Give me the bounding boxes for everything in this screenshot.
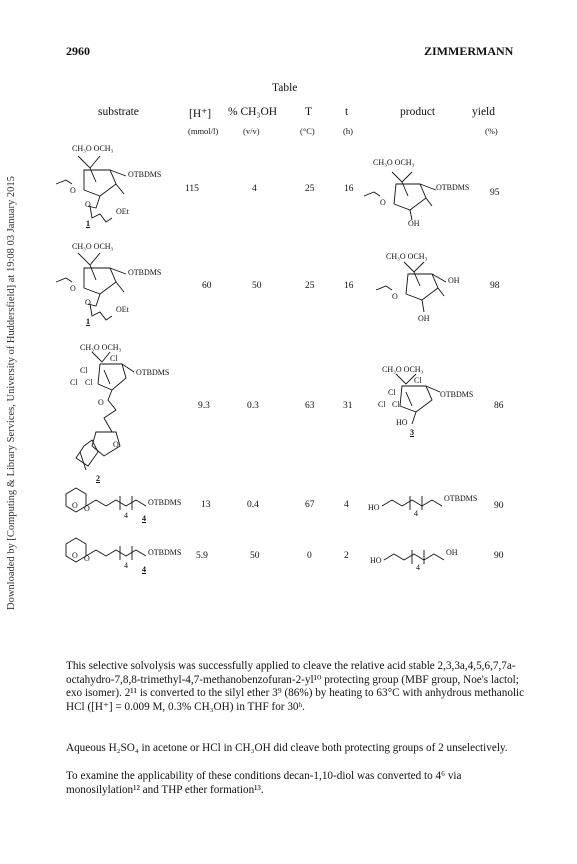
product-1-structure: [364, 172, 436, 220]
product-1-otbdms-label: OTBDMS: [436, 183, 470, 192]
product-2-oh2-label: OH: [418, 314, 430, 323]
substrate-2-methoxy-label: CH₃O OCH₃: [72, 242, 114, 251]
substrate-2-o-label: O: [70, 284, 76, 293]
product-5-structure: [384, 550, 444, 564]
page-number: 2960: [66, 44, 90, 58]
substrate-5-structure: [66, 538, 146, 562]
product-5-chain-subscript: 4: [416, 563, 420, 572]
cell-yield: 98: [490, 281, 500, 291]
cell-acid: 5.9: [196, 551, 208, 561]
substrate-5-ether-o-label: O: [84, 554, 90, 563]
cell-yield: 90: [494, 551, 504, 561]
cell-acid: 60: [202, 281, 212, 291]
substrate-4-otbdms-label: OTBDMS: [148, 498, 182, 507]
substrate-2-oet-label: OEt: [116, 305, 129, 314]
cell-methanol: 50: [252, 281, 262, 291]
product-4-structure: [382, 496, 442, 510]
cell-temp: 0: [307, 551, 312, 561]
substrate-1-methoxy-label: CH₃O OCH₃: [72, 144, 114, 153]
substrate-1-compound-number: 1: [86, 219, 90, 228]
product-4-ho-label: HO: [368, 503, 380, 512]
product-3-otbdms-label: OTBDMS: [440, 390, 474, 399]
substrate-3-otbdms-label: OTBDMS: [136, 368, 170, 377]
substrate-4-compound-number: 4: [142, 514, 146, 523]
col-yield: yield: [472, 106, 495, 118]
unit-time: (h): [343, 126, 353, 136]
substrate-5-compound-number: 4: [142, 565, 146, 574]
substrate-2-compound-number: 1: [86, 317, 90, 326]
col-time: t: [345, 106, 349, 118]
cell-methanol: 4: [252, 184, 257, 194]
cell-acid: 13: [201, 500, 211, 510]
product-3-ho-label: HO: [396, 418, 408, 427]
cell-methanol: 0.4: [247, 500, 259, 510]
product-1-methoxy-label: CH₃O OCH₃: [373, 158, 415, 167]
cell-time: 16: [344, 281, 354, 291]
cell-time: 31: [343, 401, 353, 411]
cell-methanol: 0.3: [247, 401, 259, 411]
product-2-methoxy-label: CH₃O OCH₃: [386, 252, 428, 261]
unit-temp: (°C): [300, 126, 315, 136]
substrate-2-o2-label: O: [85, 298, 91, 307]
substrate-5-chain-subscript: 4: [124, 561, 128, 570]
col-acid: [H⁺]: [189, 108, 212, 120]
body-paragraph-3: To examine the applicability of these conditions decan-1,10-diol was converted to 4⁶ via monosilylation¹² and THP ether formation¹³.: [66, 770, 462, 796]
cell-time: 2: [344, 551, 349, 561]
substrate-2-otbdms-label: OTBDMS: [128, 268, 162, 277]
product-3-methoxy-label: CH₃O OCH₃: [382, 365, 424, 374]
substrate-3-cl4-label: Cl: [85, 378, 93, 387]
cell-methanol: 50: [250, 551, 260, 561]
product-1-oh-label: OH: [408, 219, 420, 228]
product-4-chain-subscript: 4: [414, 509, 418, 518]
substrate-4-chain-subscript: 4: [124, 511, 128, 520]
cell-acid: 9.3: [198, 401, 210, 411]
col-product: product: [400, 106, 436, 118]
cell-temp: 63: [305, 401, 315, 411]
substrate-3-o2-label: O: [113, 440, 119, 449]
cell-yield: 95: [490, 188, 500, 198]
product-2-structure: [376, 262, 446, 312]
cell-temp: 67: [305, 500, 315, 510]
cell-temp: 25: [305, 281, 315, 291]
product-2-oh-label: OH: [448, 276, 460, 285]
unit-yield: (%): [485, 126, 498, 136]
product-3-cl3-label: Cl: [378, 400, 386, 409]
cell-yield: 90: [494, 501, 504, 511]
cell-time: 16: [344, 184, 354, 194]
product-3-cl4-label: Cl: [392, 400, 400, 409]
substrate-3-cl2-label: Cl: [80, 366, 88, 375]
substrate-5-otbdms-label: OTBDMS: [148, 548, 182, 557]
cell-acid: 115: [185, 184, 199, 194]
col-methanol: % CH₃OH: [228, 106, 278, 118]
body-paragraph-2: Aqueous H₂SO₄ in acetone or HCl in CH₃OH did cleave both protecting groups of 2 unselectively.: [66, 742, 508, 754]
substrate-4-ring-o-label: O: [72, 501, 78, 510]
product-2-o-label: O: [392, 292, 398, 301]
substrate-3-o-label: O: [98, 398, 104, 407]
product-5-ho-label: HO: [370, 556, 382, 565]
substrate-1-o2-label: O: [85, 200, 91, 209]
substrate-3-cl-label: Cl: [110, 354, 118, 363]
unit-acid: (mmol/l): [188, 126, 219, 136]
substrate-4-ether-o-label: O: [84, 504, 90, 513]
substrate-3-compound-number: 2: [96, 474, 100, 483]
substrate-4-structure: [66, 488, 146, 512]
substrate-1-oet-label: OEt: [116, 207, 129, 216]
product-5-oh-label: OH: [446, 548, 458, 557]
substrate-3-cl3-label: Cl: [70, 378, 78, 387]
product-3-compound-number: 3: [410, 428, 414, 437]
substrate-3-methoxy-label: CH₃O OCH₃: [80, 343, 122, 352]
unit-methanol: (v/v): [243, 126, 260, 136]
substrate-1-o-label: O: [70, 186, 76, 195]
cell-time: 4: [344, 500, 349, 510]
product-3-cl2-label: Cl: [388, 388, 396, 397]
product-3-cl-label: Cl: [414, 376, 422, 385]
running-author: ZIMMERMANN: [424, 44, 514, 58]
table-title: Table: [272, 82, 298, 94]
substrate-5-ring-o-label: O: [72, 551, 78, 560]
download-watermark: Downloaded by [Computing & Library Services, University of Huddersfield] at 19:08 03 January 2015: [6, 176, 17, 610]
product-1-o-label: O: [380, 198, 386, 207]
substrate-1-otbdms-label: OTBDMS: [128, 170, 162, 179]
body-paragraph-1: This selective solvolysis was successfully applied to cleave the relative acid stable 2,3,3a,4,5,6,7,7a-octahydro-7,8,8-trimethyl-4,7-methanobenzofuran-2-yl¹⁰ protecting group (MBF group, Noe's lactol; exo isomer). 2¹¹ is converted to the silyl ether 3⁹ (86%) by heating to 63°C with anhydrous methanolic HCl ([H⁺] = 0.009 M, 0.3% CH₃OH) in THF for 30ʰ.: [66, 660, 525, 713]
cell-temp: 25: [305, 184, 315, 194]
col-substrate: substrate: [98, 106, 139, 118]
col-temp: T: [305, 106, 313, 118]
cell-yield: 86: [494, 401, 504, 411]
product-4-otbdms-label: OTBDMS: [444, 494, 478, 503]
